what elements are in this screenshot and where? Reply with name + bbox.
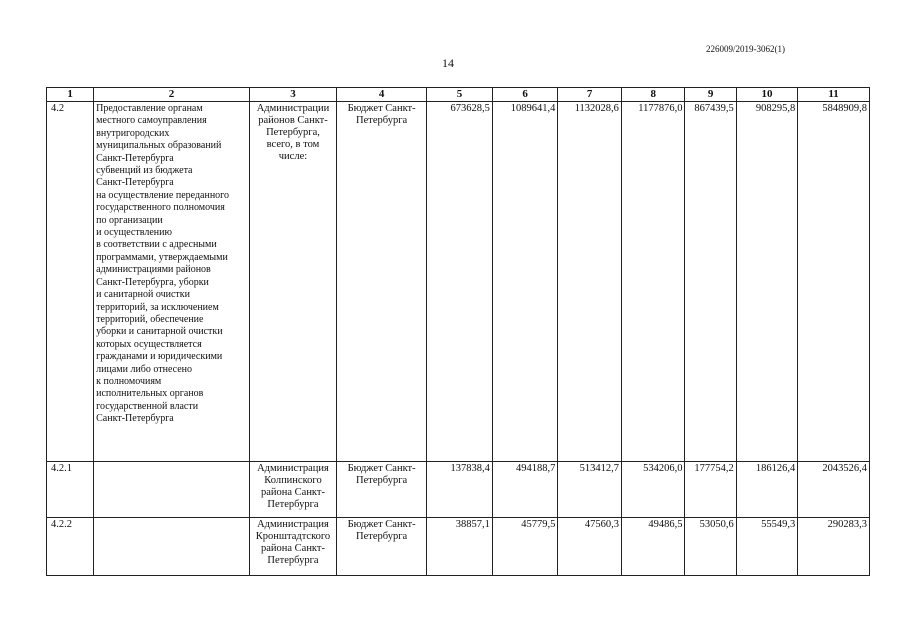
row-description: Предоставление органам местного самоуправления внутригородских муниципальных образований Санкт-Петербурга субвенций из бюджета Санкт-Петербурга на осуществление переданного государственного полномочия по организации и осуществлению в соответствии с адресными программами, утверждаемыми администрациями районов Санкт-Петербурга, уборки и санитарной очистки территорий, за исключением территорий, обеспечение уборки и санитарной очистки которых осуществляется гражданами и юридическими лицами либо отнесено к полномочиям исполнительных органов государственной власти Санкт-Петербурга <box>94 102 250 462</box>
row-executor: Администрация Колпинского района Санкт-Петербурга <box>249 462 336 518</box>
value-cell: 2043526,4 <box>798 462 870 518</box>
column-header: 6 <box>492 88 558 102</box>
row-executor: Администрация Кронштадтского района Санкт-Петербурга <box>249 518 336 576</box>
column-header: 7 <box>558 88 622 102</box>
value-cell: 534206,0 <box>621 462 685 518</box>
value-cell: 47560,3 <box>558 518 622 576</box>
column-header: 1 <box>47 88 94 102</box>
value-cell: 55549,3 <box>736 518 797 576</box>
column-header: 8 <box>621 88 685 102</box>
row-description <box>94 518 250 576</box>
value-cell: 177754,2 <box>685 462 736 518</box>
row-description <box>94 462 250 518</box>
column-header: 4 <box>337 88 427 102</box>
column-header: 9 <box>685 88 736 102</box>
value-cell: 137838,4 <box>427 462 493 518</box>
value-cell: 1132028,6 <box>558 102 622 462</box>
row-executor: Администрации районов Санкт-Петербурга, всего, в том числе: <box>249 102 336 462</box>
row-code: 4.2 <box>47 102 94 462</box>
value-cell: 494188,7 <box>492 462 558 518</box>
value-cell: 49486,5 <box>621 518 685 576</box>
table-row <box>47 518 870 576</box>
column-number-row <box>47 88 870 102</box>
value-cell: 290283,3 <box>798 518 870 576</box>
document-id: 226009/2019-3062(1) <box>706 44 785 54</box>
column-header: 2 <box>94 88 250 102</box>
value-cell: 45779,5 <box>492 518 558 576</box>
value-cell: 673628,5 <box>427 102 493 462</box>
column-header: 3 <box>249 88 336 102</box>
value-cell: 5848909,8 <box>798 102 870 462</box>
column-header: 11 <box>798 88 870 102</box>
value-cell: 186126,4 <box>736 462 797 518</box>
row-code: 4.2.2 <box>47 518 94 576</box>
value-cell: 53050,6 <box>685 518 736 576</box>
value-cell: 513412,7 <box>558 462 622 518</box>
row-code: 4.2.1 <box>47 462 94 518</box>
table-row <box>47 102 870 462</box>
column-header: 5 <box>427 88 493 102</box>
row-source: Бюджет Санкт-Петербурга <box>337 518 427 576</box>
value-cell: 908295,8 <box>736 102 797 462</box>
value-cell: 1177876,0 <box>621 102 685 462</box>
table-row <box>47 462 870 518</box>
page-number: 14 <box>442 56 454 70</box>
value-cell: 38857,1 <box>427 518 493 576</box>
budget-table <box>46 87 870 576</box>
row-source: Бюджет Санкт-Петербурга <box>337 462 427 518</box>
row-source: Бюджет Санкт-Петербурга <box>337 102 427 462</box>
value-cell: 867439,5 <box>685 102 736 462</box>
value-cell: 1089641,4 <box>492 102 558 462</box>
column-header: 10 <box>736 88 797 102</box>
